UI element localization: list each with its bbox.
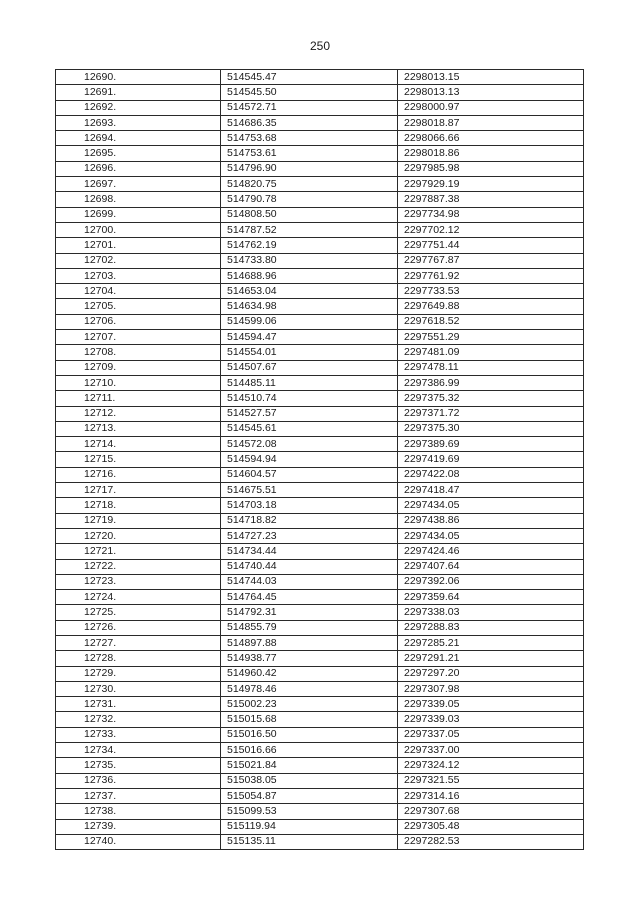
x-coordinate-cell: 514507.67 [221, 360, 398, 375]
table-row [56, 70, 584, 85]
point-number-cell: 12725. [56, 605, 221, 620]
x-coordinate-cell: 514554.01 [221, 345, 398, 360]
y-coordinate-cell: 2297438.86 [398, 513, 584, 528]
point-number-cell: 12740. [56, 834, 221, 849]
x-coordinate-cell: 514594.94 [221, 452, 398, 467]
x-coordinate-cell: 514718.82 [221, 513, 398, 528]
x-coordinate-cell: 514604.57 [221, 467, 398, 482]
point-number-cell: 12721. [56, 544, 221, 559]
point-number-cell: 12707. [56, 330, 221, 345]
x-coordinate-cell: 514740.44 [221, 559, 398, 574]
y-coordinate-cell: 2297337.00 [398, 743, 584, 758]
x-coordinate-cell: 514790.78 [221, 192, 398, 207]
x-coordinate-cell: 515099.53 [221, 804, 398, 819]
x-coordinate-cell: 514960.42 [221, 666, 398, 681]
table-row [56, 681, 584, 696]
table-row [56, 222, 584, 237]
x-coordinate-cell: 514820.75 [221, 177, 398, 192]
y-coordinate-cell: 2297434.05 [398, 498, 584, 513]
y-coordinate-cell: 2298000.97 [398, 100, 584, 115]
table-row [56, 192, 584, 207]
point-number-cell: 12696. [56, 161, 221, 176]
y-coordinate-cell: 2297551.29 [398, 330, 584, 345]
y-coordinate-cell: 2297339.05 [398, 697, 584, 712]
y-coordinate-cell: 2298018.86 [398, 146, 584, 161]
y-coordinate-cell: 2297929.19 [398, 177, 584, 192]
y-coordinate-cell: 2297389.69 [398, 437, 584, 452]
x-coordinate-cell: 515038.05 [221, 773, 398, 788]
x-coordinate-cell: 514545.47 [221, 70, 398, 85]
table-row [56, 528, 584, 543]
point-number-cell: 12732. [56, 712, 221, 727]
table-row [56, 421, 584, 436]
table-row [56, 146, 584, 161]
y-coordinate-cell: 2297371.72 [398, 406, 584, 421]
point-number-cell: 12730. [56, 681, 221, 696]
point-number-cell: 12720. [56, 528, 221, 543]
y-coordinate-cell: 2297386.99 [398, 375, 584, 390]
point-number-cell: 12693. [56, 115, 221, 130]
x-coordinate-cell: 514653.04 [221, 284, 398, 299]
table-row [56, 360, 584, 375]
table-row [56, 207, 584, 222]
table-row [56, 544, 584, 559]
y-coordinate-cell: 2297307.68 [398, 804, 584, 819]
x-coordinate-cell: 515054.87 [221, 788, 398, 803]
x-coordinate-cell: 514753.61 [221, 146, 398, 161]
x-coordinate-cell: 514762.19 [221, 238, 398, 253]
y-coordinate-cell: 2297359.64 [398, 590, 584, 605]
table-row [56, 758, 584, 773]
point-number-cell: 12712. [56, 406, 221, 421]
table-row [56, 437, 584, 452]
x-coordinate-cell: 514938.77 [221, 651, 398, 666]
point-number-cell: 12719. [56, 513, 221, 528]
y-coordinate-cell: 2297733.53 [398, 284, 584, 299]
table-row [56, 819, 584, 834]
table-row [56, 131, 584, 146]
table-row [56, 666, 584, 681]
point-number-cell: 12698. [56, 192, 221, 207]
y-coordinate-cell: 2297734.98 [398, 207, 584, 222]
y-coordinate-cell: 2298018.87 [398, 115, 584, 130]
x-coordinate-cell: 514744.03 [221, 574, 398, 589]
table-row [56, 712, 584, 727]
point-number-cell: 12697. [56, 177, 221, 192]
table-row [56, 804, 584, 819]
table-row [56, 314, 584, 329]
table-row [56, 406, 584, 421]
point-number-cell: 12708. [56, 345, 221, 360]
point-number-cell: 12710. [56, 375, 221, 390]
point-number-cell: 12716. [56, 467, 221, 482]
point-number-cell: 12722. [56, 559, 221, 574]
x-coordinate-cell: 514686.35 [221, 115, 398, 130]
x-coordinate-cell: 514599.06 [221, 314, 398, 329]
point-number-cell: 12717. [56, 483, 221, 498]
y-coordinate-cell: 2297339.03 [398, 712, 584, 727]
point-number-cell: 12739. [56, 819, 221, 834]
x-coordinate-cell: 514734.44 [221, 544, 398, 559]
x-coordinate-cell: 515135.11 [221, 834, 398, 849]
x-coordinate-cell: 514527.57 [221, 406, 398, 421]
y-coordinate-cell: 2297478.11 [398, 360, 584, 375]
y-coordinate-cell: 2297375.32 [398, 391, 584, 406]
y-coordinate-cell: 2297751.44 [398, 238, 584, 253]
table-row [56, 513, 584, 528]
point-number-cell: 12700. [56, 222, 221, 237]
table-row [56, 391, 584, 406]
point-number-cell: 12694. [56, 131, 221, 146]
point-number-cell: 12701. [56, 238, 221, 253]
table-row [56, 452, 584, 467]
point-number-cell: 12729. [56, 666, 221, 681]
table-row [56, 467, 584, 482]
x-coordinate-cell: 514733.80 [221, 253, 398, 268]
point-number-cell: 12738. [56, 804, 221, 819]
x-coordinate-cell: 514688.96 [221, 268, 398, 283]
table-row [56, 620, 584, 635]
y-coordinate-cell: 2297407.64 [398, 559, 584, 574]
table-row [56, 177, 584, 192]
x-coordinate-cell: 515016.50 [221, 727, 398, 742]
y-coordinate-cell: 2297887.38 [398, 192, 584, 207]
table-row [56, 161, 584, 176]
point-number-cell: 12711. [56, 391, 221, 406]
table-row [56, 559, 584, 574]
point-number-cell: 12734. [56, 743, 221, 758]
point-number-cell: 12706. [56, 314, 221, 329]
table-row [56, 100, 584, 115]
table-row [56, 605, 584, 620]
x-coordinate-cell: 514727.23 [221, 528, 398, 543]
point-number-cell: 12728. [56, 651, 221, 666]
table-row [56, 375, 584, 390]
point-number-cell: 12736. [56, 773, 221, 788]
x-coordinate-cell: 515119.94 [221, 819, 398, 834]
point-number-cell: 12695. [56, 146, 221, 161]
x-coordinate-cell: 514978.46 [221, 681, 398, 696]
point-number-cell: 12702. [56, 253, 221, 268]
y-coordinate-cell: 2297321.55 [398, 773, 584, 788]
y-coordinate-cell: 2297418.47 [398, 483, 584, 498]
y-coordinate-cell: 2297288.83 [398, 620, 584, 635]
table-row [56, 590, 584, 605]
x-coordinate-cell: 514855.79 [221, 620, 398, 635]
x-coordinate-cell: 514703.18 [221, 498, 398, 513]
y-coordinate-cell: 2298013.15 [398, 70, 584, 85]
point-number-cell: 12704. [56, 284, 221, 299]
point-number-cell: 12735. [56, 758, 221, 773]
y-coordinate-cell: 2297305.48 [398, 819, 584, 834]
y-coordinate-cell: 2297314.16 [398, 788, 584, 803]
x-coordinate-cell: 514675.51 [221, 483, 398, 498]
y-coordinate-cell: 2298066.66 [398, 131, 584, 146]
x-coordinate-cell: 514572.08 [221, 437, 398, 452]
y-coordinate-cell: 2297985.98 [398, 161, 584, 176]
y-coordinate-cell: 2297285.21 [398, 635, 584, 650]
table-row [56, 253, 584, 268]
x-coordinate-cell: 514572.71 [221, 100, 398, 115]
point-number-cell: 12699. [56, 207, 221, 222]
table-row [56, 635, 584, 650]
point-number-cell: 12724. [56, 590, 221, 605]
x-coordinate-cell: 514764.45 [221, 590, 398, 605]
table-row [56, 834, 584, 849]
table-row [56, 330, 584, 345]
y-coordinate-cell: 2297761.92 [398, 268, 584, 283]
point-number-cell: 12709. [56, 360, 221, 375]
point-number-cell: 12692. [56, 100, 221, 115]
y-coordinate-cell: 2297392.06 [398, 574, 584, 589]
point-number-cell: 12737. [56, 788, 221, 803]
y-coordinate-cell: 2297375.30 [398, 421, 584, 436]
x-coordinate-cell: 514485.11 [221, 375, 398, 390]
y-coordinate-cell: 2297481.09 [398, 345, 584, 360]
point-number-cell: 12718. [56, 498, 221, 513]
x-coordinate-cell: 514897.88 [221, 635, 398, 650]
table-row [56, 574, 584, 589]
y-coordinate-cell: 2297618.52 [398, 314, 584, 329]
table-row [56, 727, 584, 742]
y-coordinate-cell: 2297702.12 [398, 222, 584, 237]
table-row [56, 773, 584, 788]
y-coordinate-cell: 2297297.20 [398, 666, 584, 681]
point-number-cell: 12714. [56, 437, 221, 452]
x-coordinate-cell: 514634.98 [221, 299, 398, 314]
point-number-cell: 12705. [56, 299, 221, 314]
table-row [56, 238, 584, 253]
y-coordinate-cell: 2297434.05 [398, 528, 584, 543]
table-row [56, 743, 584, 758]
point-number-cell: 12726. [56, 620, 221, 635]
table-row [56, 697, 584, 712]
table-row [56, 85, 584, 100]
point-number-cell: 12713. [56, 421, 221, 436]
table-row [56, 498, 584, 513]
x-coordinate-cell: 514545.50 [221, 85, 398, 100]
point-number-cell: 12723. [56, 574, 221, 589]
x-coordinate-cell: 514787.52 [221, 222, 398, 237]
x-coordinate-cell: 514594.47 [221, 330, 398, 345]
y-coordinate-cell: 2297422.08 [398, 467, 584, 482]
coordinates-table-body [56, 70, 584, 850]
table-row [56, 284, 584, 299]
x-coordinate-cell: 514545.61 [221, 421, 398, 436]
point-number-cell: 12690. [56, 70, 221, 85]
y-coordinate-cell: 2297338.03 [398, 605, 584, 620]
y-coordinate-cell: 2297767.87 [398, 253, 584, 268]
coordinates-table [55, 69, 584, 850]
y-coordinate-cell: 2297424.46 [398, 544, 584, 559]
point-number-cell: 12703. [56, 268, 221, 283]
x-coordinate-cell: 514808.50 [221, 207, 398, 222]
point-number-cell: 12731. [56, 697, 221, 712]
y-coordinate-cell: 2297307.98 [398, 681, 584, 696]
table-row [56, 115, 584, 130]
table-row [56, 299, 584, 314]
point-number-cell: 12733. [56, 727, 221, 742]
x-coordinate-cell: 514792.31 [221, 605, 398, 620]
table-row [56, 651, 584, 666]
point-number-cell: 12715. [56, 452, 221, 467]
table-row [56, 345, 584, 360]
y-coordinate-cell: 2297324.12 [398, 758, 584, 773]
x-coordinate-cell: 514753.68 [221, 131, 398, 146]
y-coordinate-cell: 2298013.13 [398, 85, 584, 100]
y-coordinate-cell: 2297649.88 [398, 299, 584, 314]
x-coordinate-cell: 514796.90 [221, 161, 398, 176]
table-row [56, 268, 584, 283]
x-coordinate-cell: 515016.66 [221, 743, 398, 758]
y-coordinate-cell: 2297337.05 [398, 727, 584, 742]
x-coordinate-cell: 515002.23 [221, 697, 398, 712]
table-row [56, 788, 584, 803]
table-row [56, 483, 584, 498]
x-coordinate-cell: 514510.74 [221, 391, 398, 406]
y-coordinate-cell: 2297282.53 [398, 834, 584, 849]
point-number-cell: 12691. [56, 85, 221, 100]
y-coordinate-cell: 2297419.69 [398, 452, 584, 467]
point-number-cell: 12727. [56, 635, 221, 650]
y-coordinate-cell: 2297291.21 [398, 651, 584, 666]
page-number: 250 [309, 39, 331, 53]
x-coordinate-cell: 515015.68 [221, 712, 398, 727]
x-coordinate-cell: 515021.84 [221, 758, 398, 773]
